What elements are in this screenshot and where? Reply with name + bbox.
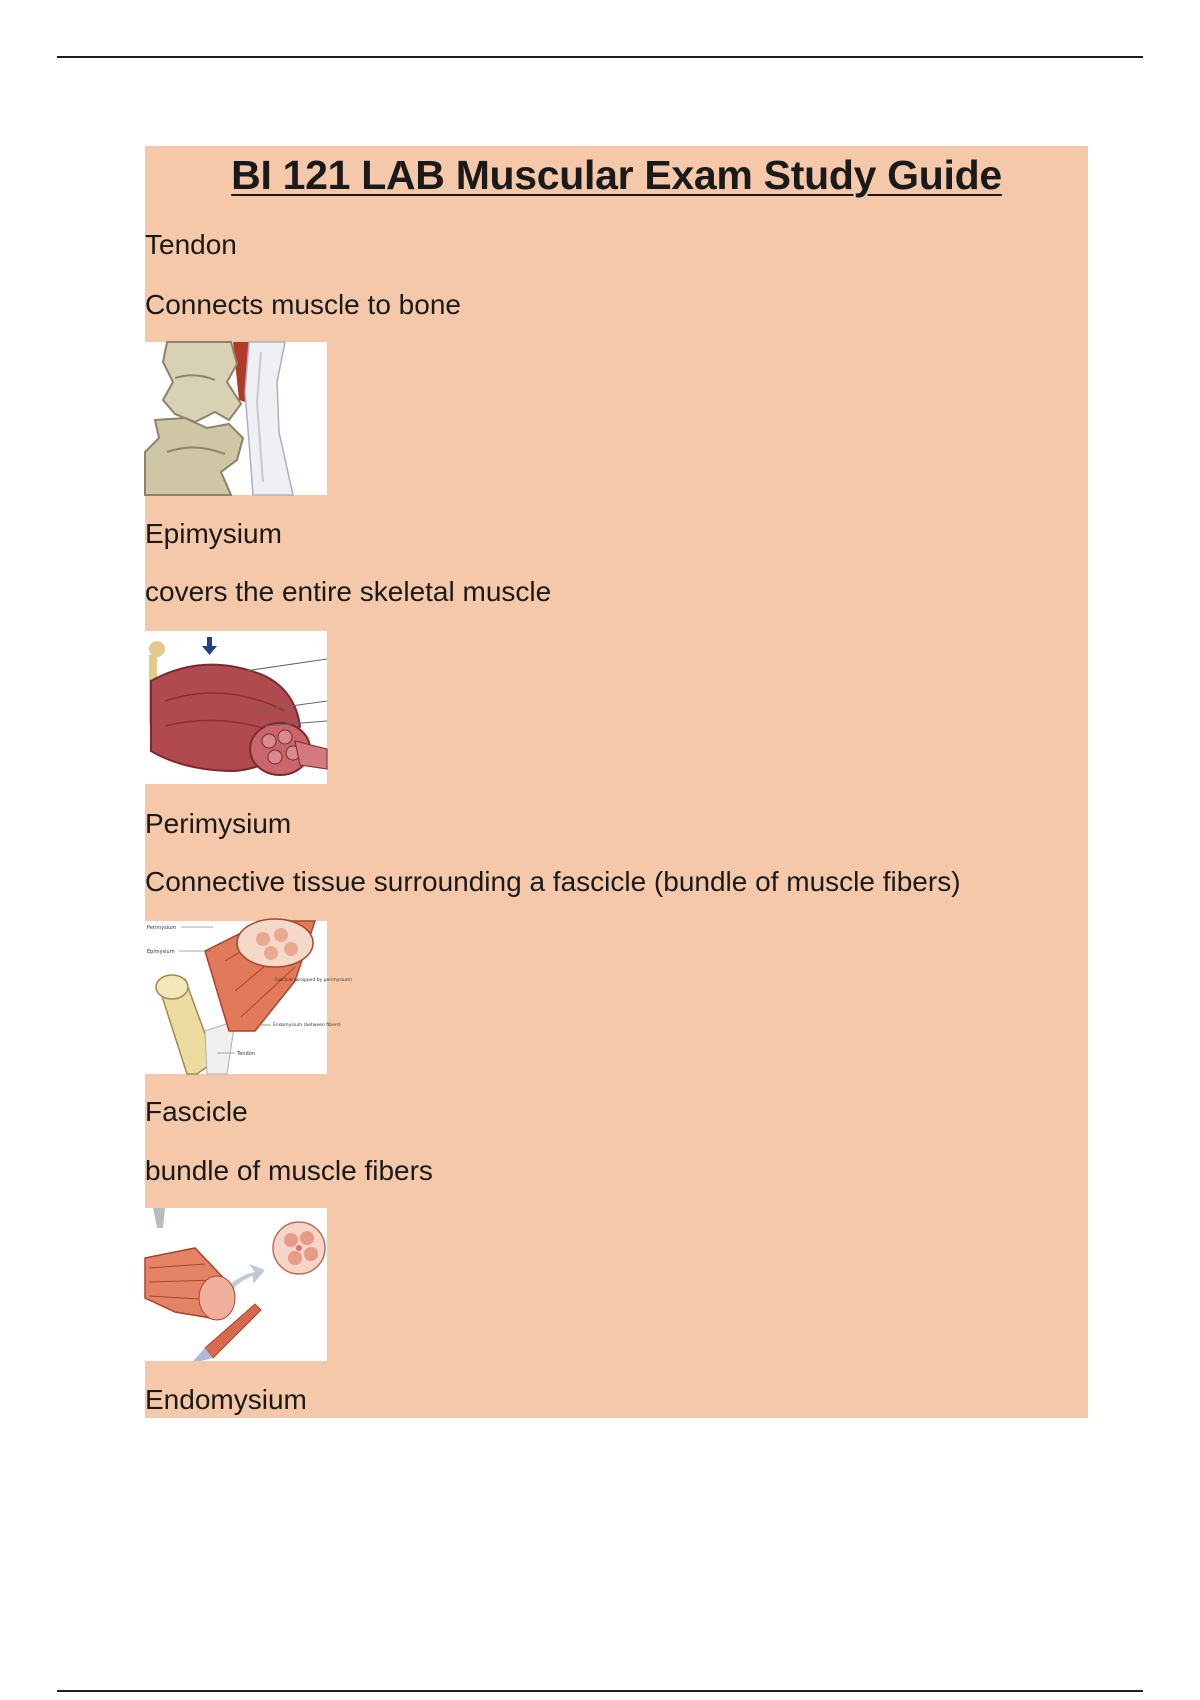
figure-label-fascicle: Fascicle (wrapped by perimysium) bbox=[275, 978, 353, 983]
figure-label-perimysium: Perimysium bbox=[147, 925, 177, 931]
term-perimysium: Perimysium bbox=[145, 808, 292, 839]
study-guide-panel bbox=[145, 146, 1088, 1418]
term-tendon: Tendon bbox=[145, 229, 237, 260]
figure-label-endomysium: Endomysium (between fibers) bbox=[273, 1023, 341, 1028]
figure-label-epimysium: Epimysium bbox=[147, 949, 175, 955]
term-fascicle: Fascicle bbox=[145, 1096, 248, 1127]
tendon-illustration bbox=[145, 342, 327, 495]
definition-tendon: Connects muscle to bone bbox=[145, 289, 461, 320]
definition-fascicle: bundle of muscle fibers bbox=[145, 1155, 433, 1186]
term-epimysium: Epimysium bbox=[145, 518, 282, 549]
figure-label-tendon: Tendon bbox=[237, 1051, 255, 1057]
footer-rule bbox=[57, 1690, 1143, 1692]
page-title: BI 121 LAB Muscular Exam Study Guide bbox=[231, 152, 1002, 198]
epimysium-illustration bbox=[145, 631, 327, 784]
perimysium-illustration bbox=[145, 921, 353, 1074]
fascicle-illustration bbox=[145, 1208, 327, 1361]
header-rule bbox=[57, 56, 1143, 58]
definition-perimysium: Connective tissue surrounding a fascicle (bundle of muscle fibers) bbox=[145, 866, 961, 897]
definition-epimysium: covers the entire skeletal muscle bbox=[145, 576, 552, 607]
term-endomysium: Endomysium bbox=[145, 1384, 307, 1415]
